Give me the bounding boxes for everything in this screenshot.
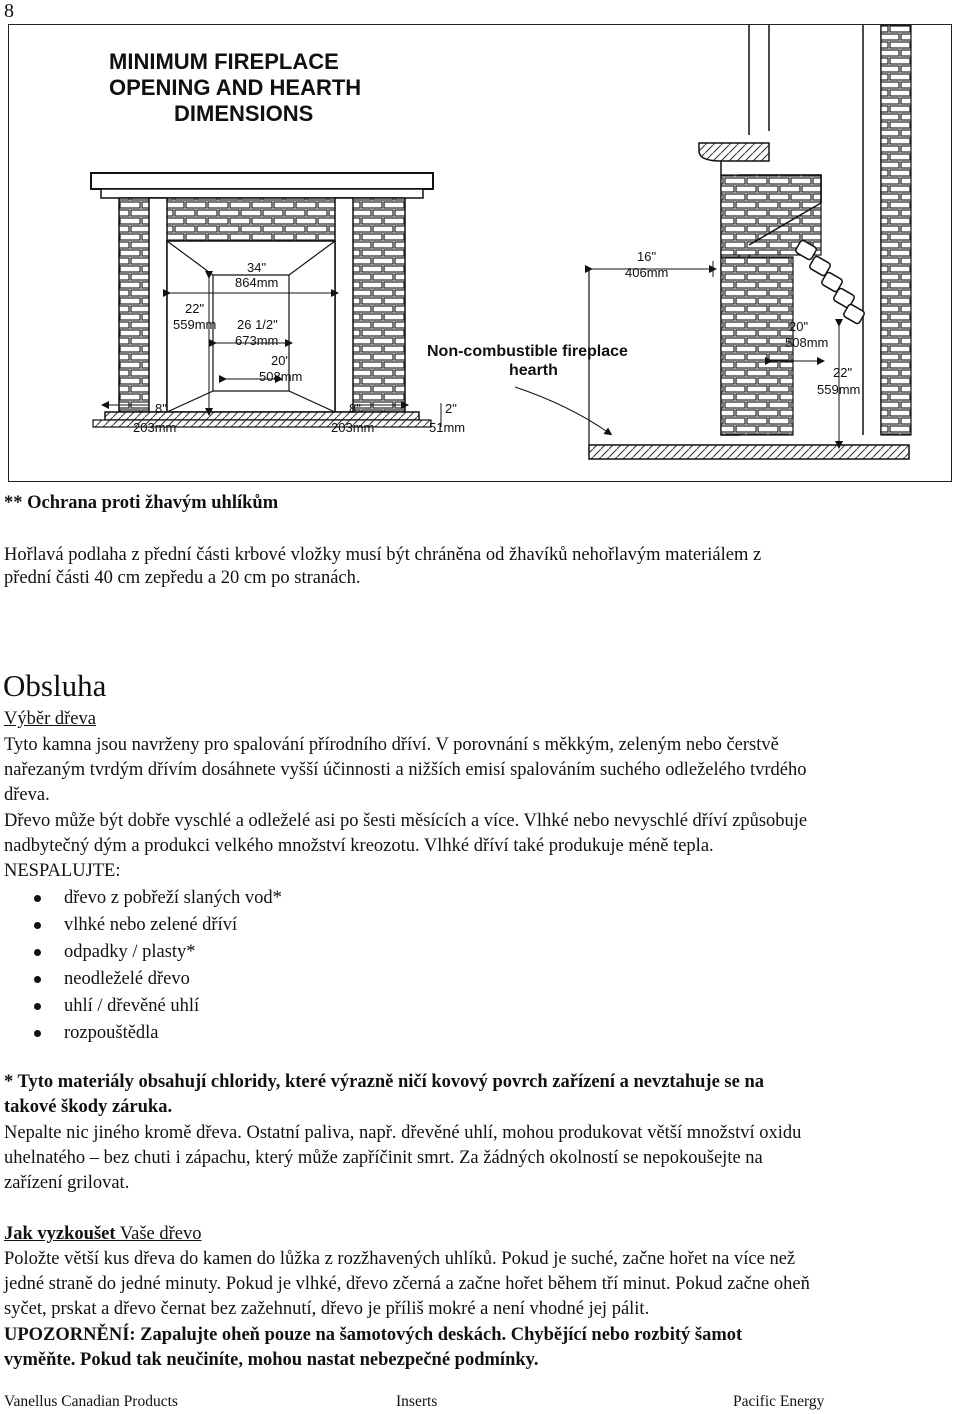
list-item xyxy=(0,885,600,912)
diagram-svg xyxy=(9,25,951,481)
body-line-4: Dřevo může být dobře vyschlé a odleželé asi po šesti měsících a více. Vlhké nebo nevyschlé dříví způsobuje xyxy=(4,811,808,831)
warning-line-2: vyměňte. Pokud tak neučiníte, mohou nastat nebezpečné podmínky. xyxy=(4,1350,539,1370)
label-559mm-side: 559mm xyxy=(817,382,861,397)
body-line-5: nadbytečný dým a produkci velkého množství kreozotu. Vlhké dříví také produkuje méně tepla. xyxy=(4,836,714,856)
ember-protection-line-2: přední části 40 cm zepředu a 20 cm po stranách. xyxy=(4,568,361,588)
heading-part-2: Vaše dřevo xyxy=(115,1224,202,1244)
label-hearth-line-2: hearth xyxy=(509,362,558,379)
footer-left: Vanellus Canadian Products xyxy=(4,1393,178,1410)
warning-line-1: UPOZORNĚNÍ: Zapalujte oheň pouze na šamotových deskách. Chybějící nebo rozbitý šamot xyxy=(4,1325,743,1345)
label-20in: 20" xyxy=(271,353,291,368)
test-line-3: syčet, prskat a dřevo černat bez zažehnutí, dřevo je příliš mokré a není vhodné jej pálit. xyxy=(4,1299,650,1319)
label-16in: 16" xyxy=(637,249,657,264)
label-673mm: 673mm xyxy=(235,333,279,348)
section-heading-ember-protection: ** Ochrana proti žhavým uhlíkům xyxy=(4,493,279,513)
label-hearth-line-1: Non-combustible fireplace xyxy=(427,343,628,360)
bullet-icon xyxy=(34,922,41,929)
label-51mm: 51mm xyxy=(429,420,466,435)
label-406mm: 406mm xyxy=(625,265,669,280)
list-item xyxy=(0,912,600,939)
heading-part-1: Jak vyzkoušet xyxy=(4,1224,116,1244)
list-item xyxy=(0,993,600,1020)
subsection-title-test-wood xyxy=(4,1222,202,1247)
section-title-obsluha: Obsluha xyxy=(3,668,107,703)
list-item xyxy=(0,966,600,993)
test-line-2: jedné straně do jedné minuty. Pokud je vlhké, dřevo zčerná a začne hořet během tří minut. Pokud začne oheň xyxy=(4,1274,810,1294)
do-not-burn-list xyxy=(0,885,600,1047)
bullet-icon xyxy=(34,976,41,983)
label-508mm: 508mm xyxy=(259,369,303,384)
bullet-icon xyxy=(34,949,41,956)
fireplace-front-view xyxy=(91,173,441,427)
label-22in: 22" xyxy=(185,301,205,316)
chloride-warning-line-2: takové škody záruka. xyxy=(4,1097,173,1117)
subsection-title-vyber-dreva: Výběr dřeva xyxy=(4,709,96,729)
label-508mm-side: 508mm xyxy=(785,335,829,350)
chloride-warning-line-1: * Tyto materiály obsahují chloridy, které výrazně ničí kovový povrch zařízení a nevztahuje se na xyxy=(4,1072,764,1092)
diagram-title-line-1: MINIMUM FIREPLACE xyxy=(109,49,339,74)
ember-protection-line-1: Hořlavá podlaha z přední části krbové vložky musí být chráněna od žhavíků nehořlavým materiálem z xyxy=(4,545,762,565)
label-8in-left: 8" xyxy=(155,401,167,416)
label-22in-side: 22" xyxy=(833,365,853,380)
label-559mm: 559mm xyxy=(173,317,217,332)
after-line-3: zařízení grilovat. xyxy=(4,1173,130,1193)
list-item xyxy=(0,1020,600,1047)
label-203mm-right: 203mm xyxy=(331,420,375,435)
nespalujte-label: NESPALUJTE: xyxy=(4,861,121,881)
label-203mm-left: 203mm xyxy=(133,420,177,435)
list-item-text: rozpouštědla xyxy=(64,1023,159,1043)
label-34in: 34" xyxy=(247,260,267,275)
list-item-text: dřevo z pobřeží slaných vod* xyxy=(64,888,282,908)
after-line-1: Nepalte nic jiného kromě dřeva. Ostatní paliva, např. dřevěné uhlí, mohou produkovat větší množství oxidu xyxy=(4,1123,802,1143)
list-item-text: odpadky / plasty* xyxy=(64,942,196,962)
label-2in: 2" xyxy=(445,401,457,416)
label-8in-right: 8" xyxy=(349,401,361,416)
body-line-2: nařezaným tvrdým dřívím dosáhnete vyšší účinnosti a nižších emisí spalováním suchého odleželého tvrdého xyxy=(4,760,807,780)
label-864mm: 864mm xyxy=(235,275,279,290)
diagram-title-line-2: OPENING AND HEARTH xyxy=(109,75,362,100)
body-line-3: dřeva. xyxy=(4,785,50,805)
page-number: 8 xyxy=(4,0,14,22)
body-line-1: Tyto kamna jsou navrženy pro spalování přírodního dříví. V porovnání s měkkým, zeleným nebo čerstvě xyxy=(4,735,779,755)
list-item-text: uhlí / dřevěné uhlí xyxy=(64,996,200,1016)
diagram-title-line-3: DIMENSIONS xyxy=(174,101,314,126)
list-item-text: vlhké nebo zelené dříví xyxy=(64,915,238,935)
list-item-text: neodleželé dřevo xyxy=(64,969,190,989)
list-item xyxy=(0,939,600,966)
label-20in-side: 20" xyxy=(789,319,809,334)
bullet-icon xyxy=(34,895,41,902)
footer-right: Pacific Energy xyxy=(733,1393,825,1410)
label-26-5in: 26 1/2" xyxy=(237,317,278,332)
bullet-icon xyxy=(34,1003,41,1010)
bullet-icon xyxy=(34,1030,41,1037)
footer-center: Inserts xyxy=(396,1393,438,1410)
fireplace-dimensions-diagram xyxy=(8,24,952,482)
after-line-2: uhelnatého – bez chuti i zápachu, který může zapříčinit smrt. Za žádných okolností se nepokoušejte na xyxy=(4,1148,763,1168)
test-line-1: Položte větší kus dřeva do kamen do lůžka z rozžhavených uhlíků. Pokud je suché, začne hořet na více než xyxy=(4,1249,796,1269)
